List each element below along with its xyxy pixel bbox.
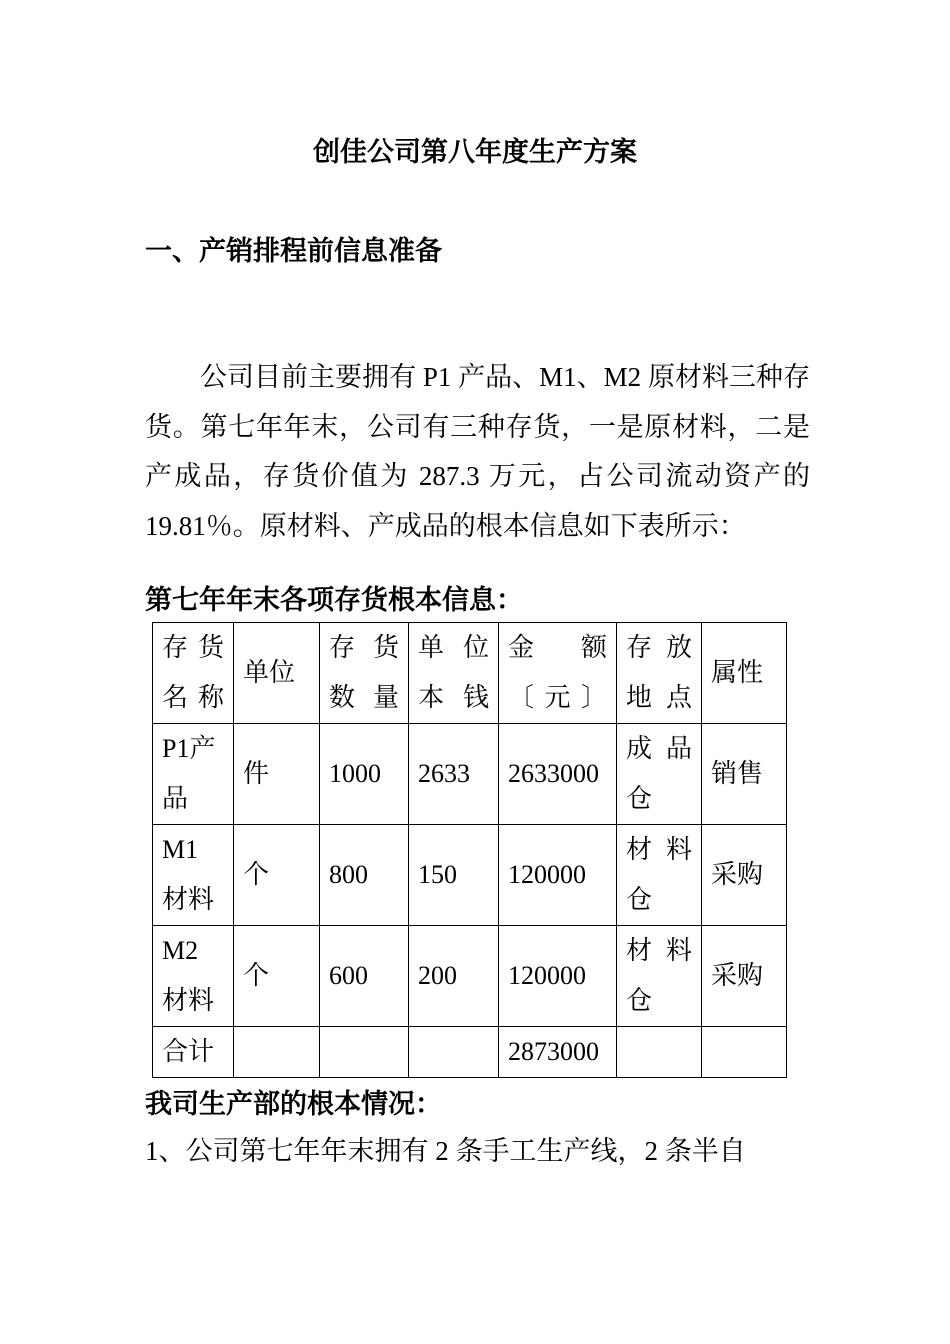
table-cell: 个 — [234, 825, 320, 926]
table-cell: P1产品 — [153, 724, 234, 825]
table-row — [153, 724, 787, 825]
table-cell: 合计 — [153, 1027, 234, 1078]
table-cell — [409, 1027, 499, 1078]
table-cell: 个 — [234, 926, 320, 1027]
table-cell — [702, 1027, 787, 1078]
table-caption: 第七年年末各项存货根本信息： — [145, 585, 523, 615]
section-heading: 一、产销排程前信息准备 — [145, 236, 442, 266]
table-cell: 600 — [320, 926, 409, 1027]
table-cell: 材料仓 — [617, 825, 702, 926]
header-cell: 单位 — [234, 623, 320, 724]
table-cell — [320, 1027, 409, 1078]
table-cell: 件 — [234, 724, 320, 825]
table-cell: 销售 — [702, 724, 787, 825]
table-cell: M2材料 — [153, 926, 234, 1027]
table-cell: 成品仓 — [617, 724, 702, 825]
table-cell: 200 — [409, 926, 499, 1027]
table-row — [153, 825, 787, 926]
header-cell: 属性 — [702, 623, 787, 724]
dept-heading: 我司生产部的根本情况： — [145, 1089, 442, 1119]
table-cell — [617, 1027, 702, 1078]
table-cell: 120000 — [499, 825, 617, 926]
dept-item: 1、公司第七年年末拥有 2 条手工生产线，2 条半自 — [145, 1136, 746, 1166]
table-header-row — [153, 623, 787, 724]
table-cell: 2633000 — [499, 724, 617, 825]
header-cell: 存放地点 — [617, 623, 702, 724]
table-cell: 800 — [320, 825, 409, 926]
table-cell: 2633 — [409, 724, 499, 825]
table-cell: 采购 — [702, 825, 787, 926]
header-cell: 存货名称 — [153, 623, 234, 724]
inventory-table — [152, 622, 787, 1078]
intro-paragraph: 公司目前主要拥有 P1 产品、M1、M2 原材料三种存货。第七年年末，公司有三种存货，一是原材料，二是产成品，存货价值为 287.3 万元，占公司流动资产的 19.81％。原材料、产成品的根本信息如下表所示： — [145, 362, 810, 541]
table-row — [153, 926, 787, 1027]
header-cell: 存货数量 — [320, 623, 409, 724]
header-cell: 金额〔元〕 — [499, 623, 617, 724]
header-cell: 单位本钱 — [409, 623, 499, 724]
table-cell — [234, 1027, 320, 1078]
page-title: 创佳公司第八年度生产方案 — [313, 137, 637, 167]
table-cell: M1材料 — [153, 825, 234, 926]
table-cell: 150 — [409, 825, 499, 926]
table-cell: 2873000 — [499, 1027, 617, 1078]
table-cell: 采购 — [702, 926, 787, 1027]
table-total-row — [153, 1027, 787, 1078]
table-cell: 120000 — [499, 926, 617, 1027]
table-cell: 材料仓 — [617, 926, 702, 1027]
table-cell: 1000 — [320, 724, 409, 825]
